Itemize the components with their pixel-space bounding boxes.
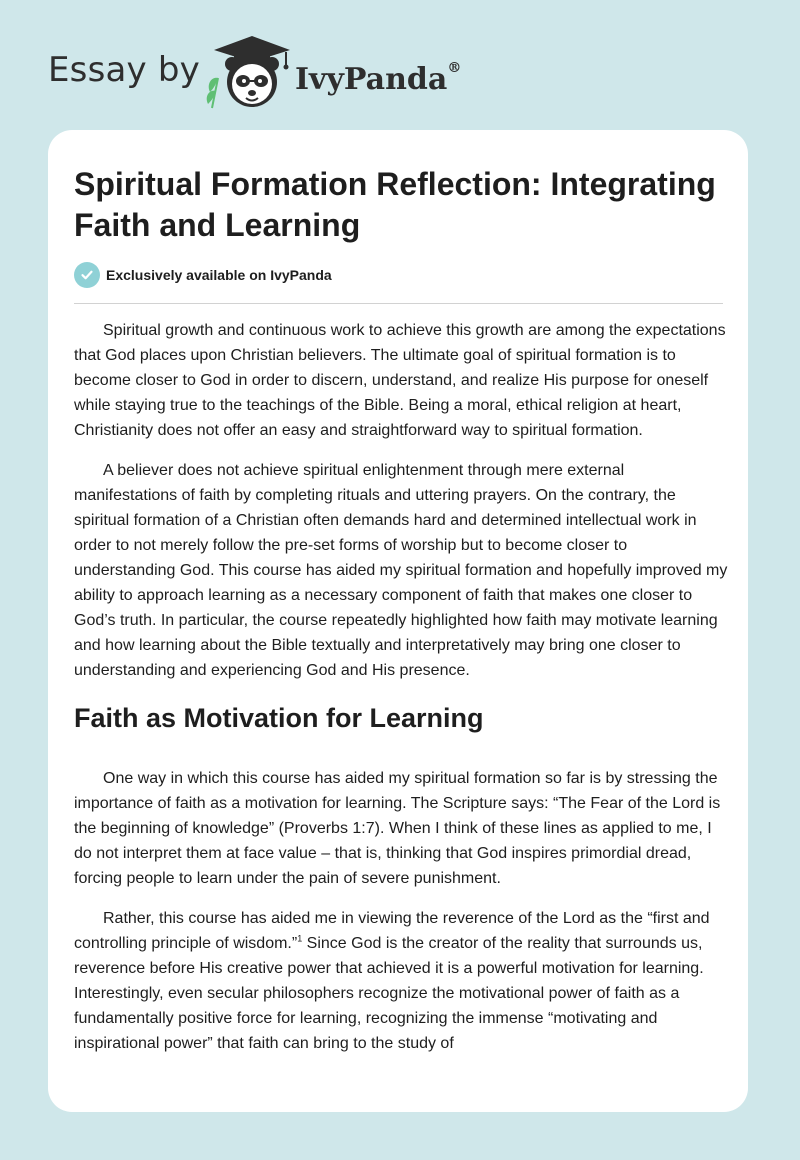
body-paragraph <box>74 906 728 1056</box>
brand-name-text: IvyPanda <box>295 62 448 97</box>
essay-card <box>48 130 748 1112</box>
body-paragraph: One way in which this course has aided my spiritual formation so far is by stressing the importance of faith as a motivation for learning. The Scripture says: “The Fear of the Lord is the beginning of knowledge” (Proverbs 1:7). When I think of these lines as applied to me, I do not interpret them at face value – that is, thinking that God inspires primordial dread, forcing people to learn under the pain of severe punishment. <box>74 770 721 887</box>
body-paragraph: A believer does not achieve spiritual enlightenment through mere external manifestations of faith by completing rituals and uttering prayers. On the contrary, the spiritual formation of a Christian often demands hard and determined intellectual work in order to not merely follow the pre-set forms of worship but to become closer to understanding God. This course has aided my spiritual formation and hopefully improved my ability to approach learning as a necessary component of faith that makes one closer to God’s truth. In particular, the course repeatedly highlighted how faith may motivate learning and how learning about the Bible textually and interpretatively may bring one closer to understanding and experiencing God and His presence. <box>74 462 728 679</box>
paragraph-text: Since God is the creator of the reality that surrounds us, reverence before His creative power that achieved it is a powerful motivation for learning. Interestingly, even secular philosophers recognize the motivational power of faith as a fundamentally positive force for learning, recognizing the immense “motivating and inspirational power” that faith can bring to the study of <box>74 935 704 1052</box>
site-header <box>0 0 800 125</box>
check-circle-icon <box>74 262 100 288</box>
paragraph-text: Rather, this course has aided me in viewing the reverence of the Lord as the “first and controlling principle of wisdom.” <box>74 910 710 952</box>
exclusive-badge <box>74 262 332 288</box>
section-heading: Faith as Motivation for Learning <box>74 703 484 733</box>
exclusive-badge-text: Exclusively available on IvyPanda <box>106 267 332 283</box>
registered-mark: ® <box>447 60 462 76</box>
brand-prefix: Essay by <box>48 50 200 90</box>
essay-title: Spiritual Formation Reflection: Integrating Faith and Learning <box>74 166 716 243</box>
panda-graduation-cap-logo-icon[interactable] <box>202 34 292 110</box>
title-divider <box>74 303 723 304</box>
footnote-reference[interactable]: 1 <box>297 933 303 944</box>
essay-body <box>74 318 728 1071</box>
body-paragraph: Spiritual growth and continuous work to achieve this growth are among the expectations that God places upon Christian believers. The ultimate goal of spiritual formation is to become closer to God in order to discern, understand, and realize His purpose for oneself while staying true to the teachings of the Bible. Being a moral, ethical religion at heart, Christianity does not offer an easy and straightforward way to spiritual formation. <box>74 322 726 439</box>
brand-name[interactable] <box>295 54 461 100</box>
